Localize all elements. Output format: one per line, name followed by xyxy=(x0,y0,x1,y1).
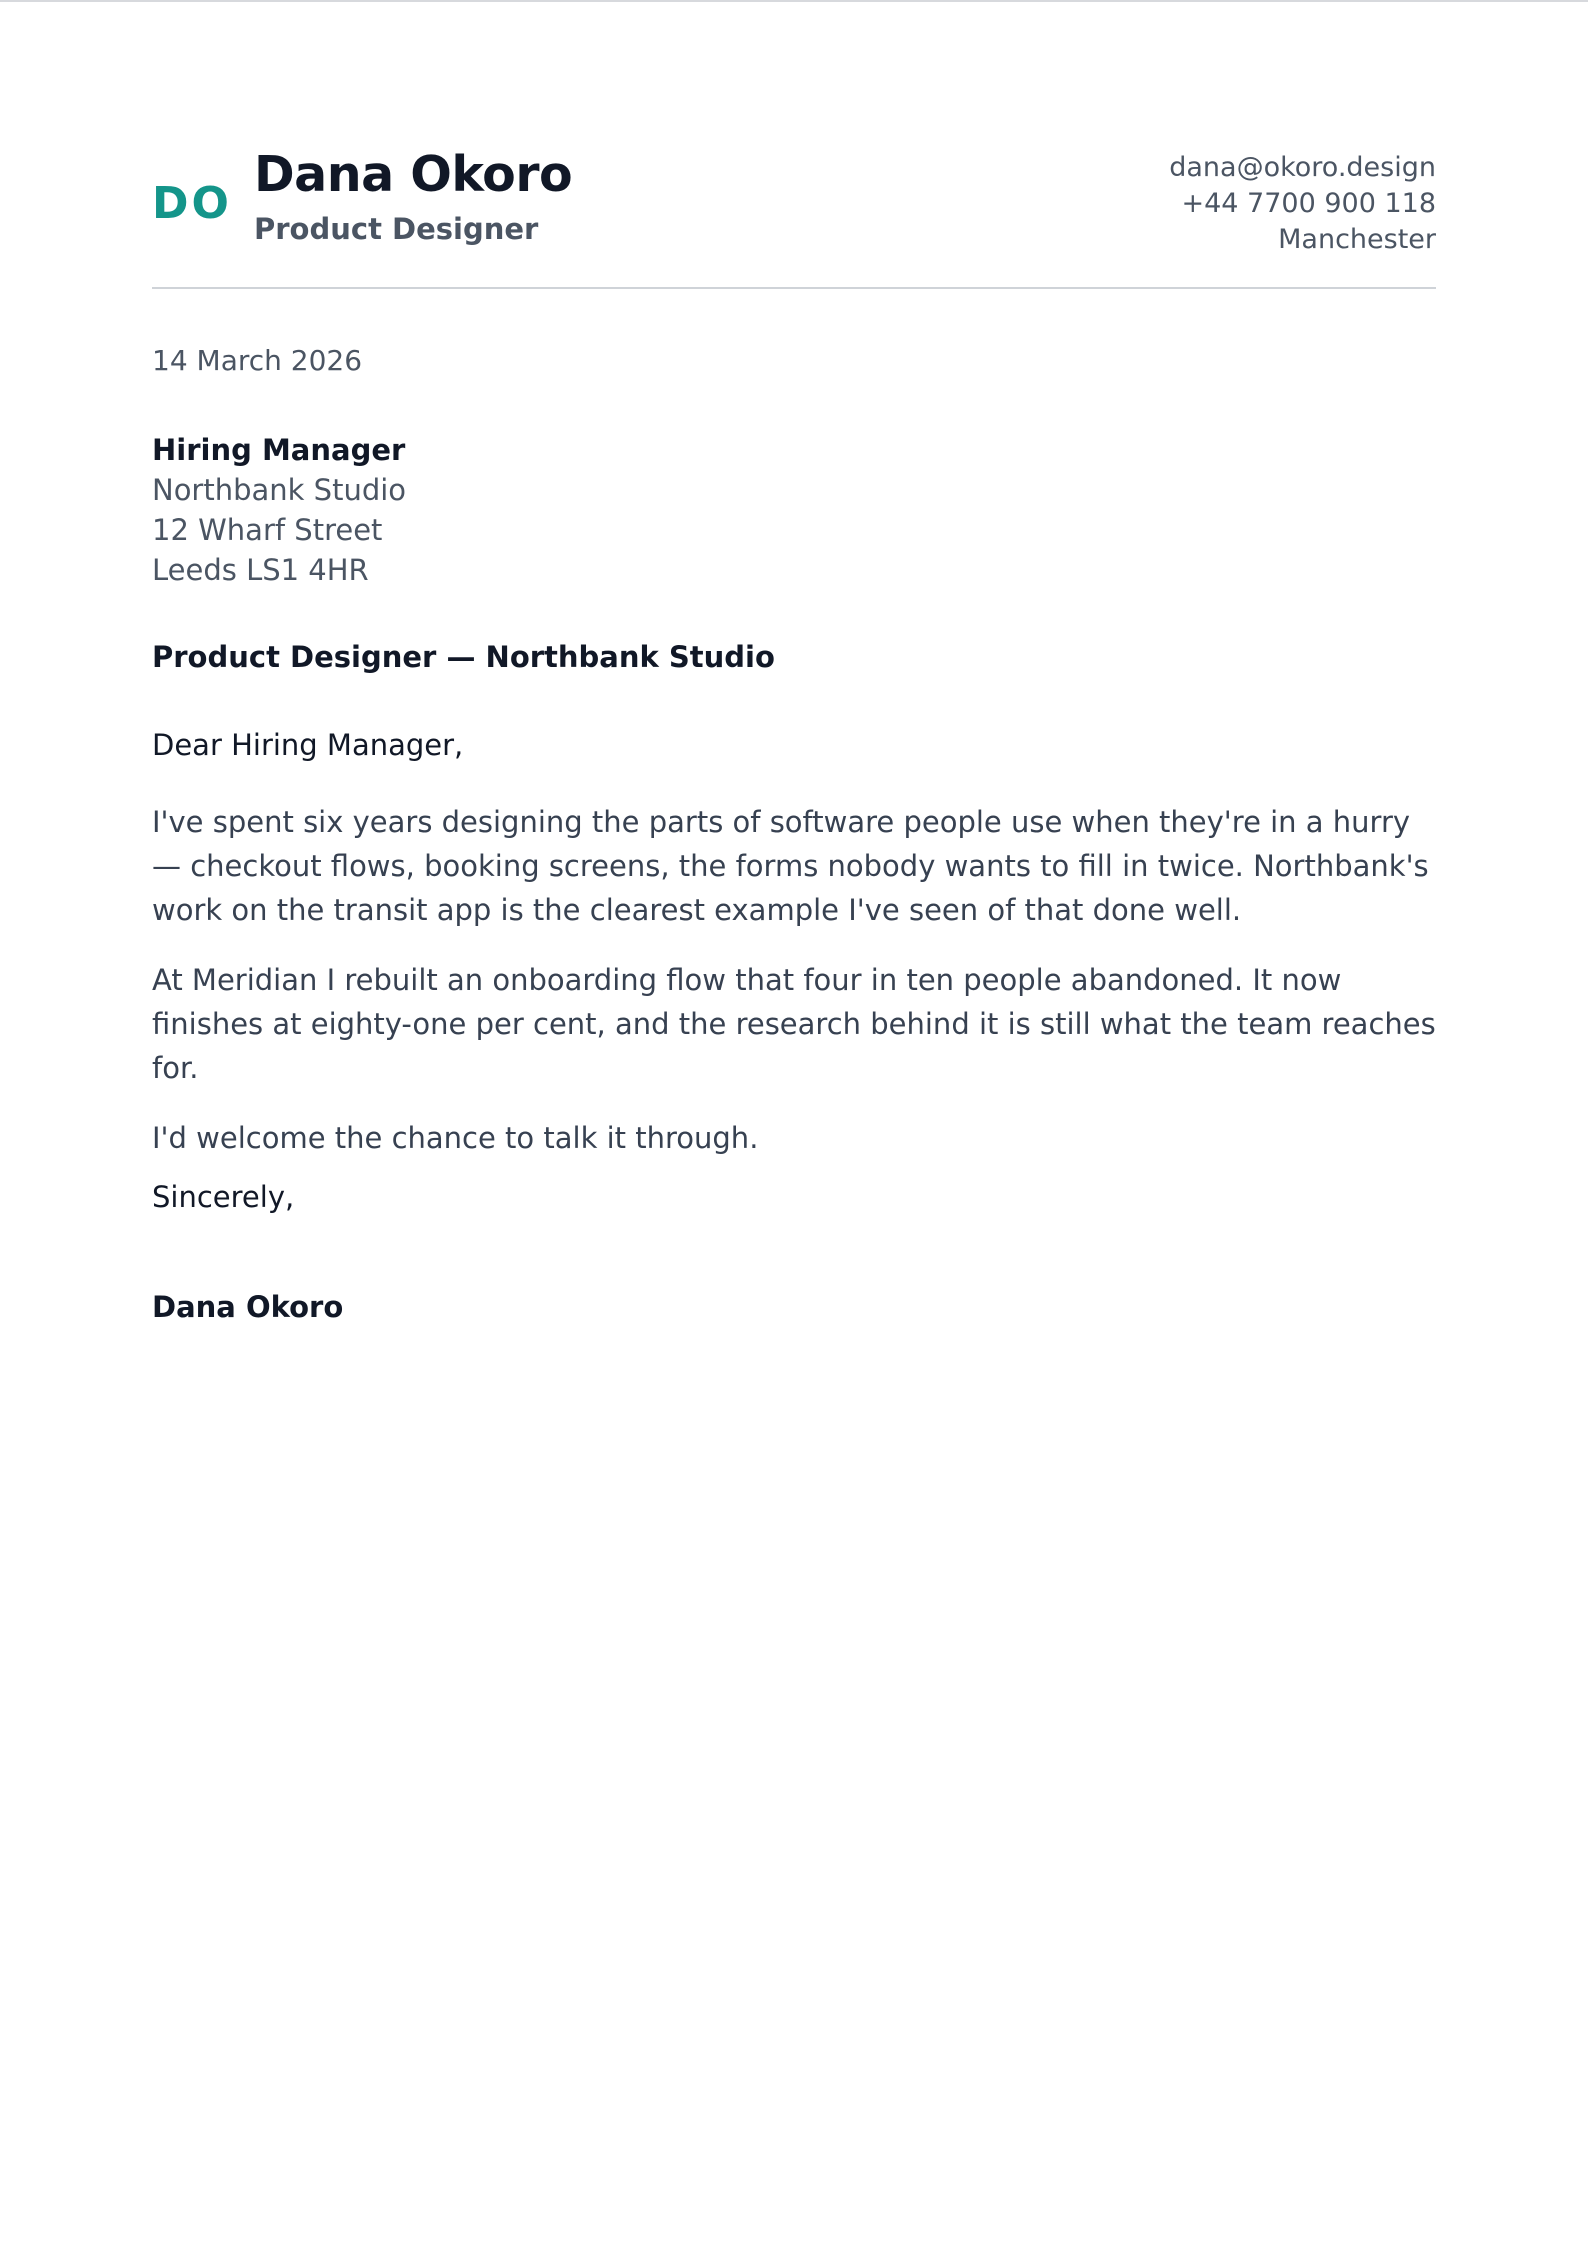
letter-body xyxy=(152,800,1436,1186)
monogram: DO xyxy=(152,178,232,229)
letterhead xyxy=(152,148,1436,258)
recipient-address xyxy=(152,430,406,590)
body-paragraph: At Meridian I rebuilt an onboarding flow that four in ten people abandoned. It now finishes at eighty-one per cent, and the research behind it is still what the team reaches for. xyxy=(152,963,1436,1085)
closing: Sincerely, xyxy=(152,1180,295,1214)
header-divider xyxy=(152,287,1436,289)
sender-name: Dana Okoro xyxy=(254,146,573,203)
contact-email[interactable]: dana@okoro.design xyxy=(1169,152,1436,183)
top-border xyxy=(0,0,1588,2)
name-block xyxy=(254,148,572,246)
contact-phone[interactable]: +44 7700 900 118 xyxy=(1181,188,1436,219)
letter-date: 14 March 2026 xyxy=(152,344,363,377)
contact-block xyxy=(1169,150,1436,258)
salutation: Dear Hiring Manager, xyxy=(152,728,464,762)
recipient-street: 12 Wharf Street xyxy=(152,513,383,547)
letter-subject: Product Designer — Northbank Studio xyxy=(152,640,775,674)
recipient-company: Northbank Studio xyxy=(152,473,407,507)
recipient-city: Leeds LS1 4HR xyxy=(152,553,369,587)
body-paragraph: I'd welcome the chance to talk it through. xyxy=(152,1121,759,1155)
contact-location: Manchester xyxy=(1278,224,1436,255)
recipient-name: Hiring Manager xyxy=(152,433,406,467)
sender-role: Product Designer xyxy=(254,211,539,246)
body-paragraph: I've spent six years designing the parts of software people use when they're in a hurry — checkout flows, booking screens, the forms nobody wants to fill in twice. Northbank's work on the transit app is the clearest example I've seen of that done well. xyxy=(152,805,1429,927)
signature-name: Dana Okoro xyxy=(152,1290,344,1324)
